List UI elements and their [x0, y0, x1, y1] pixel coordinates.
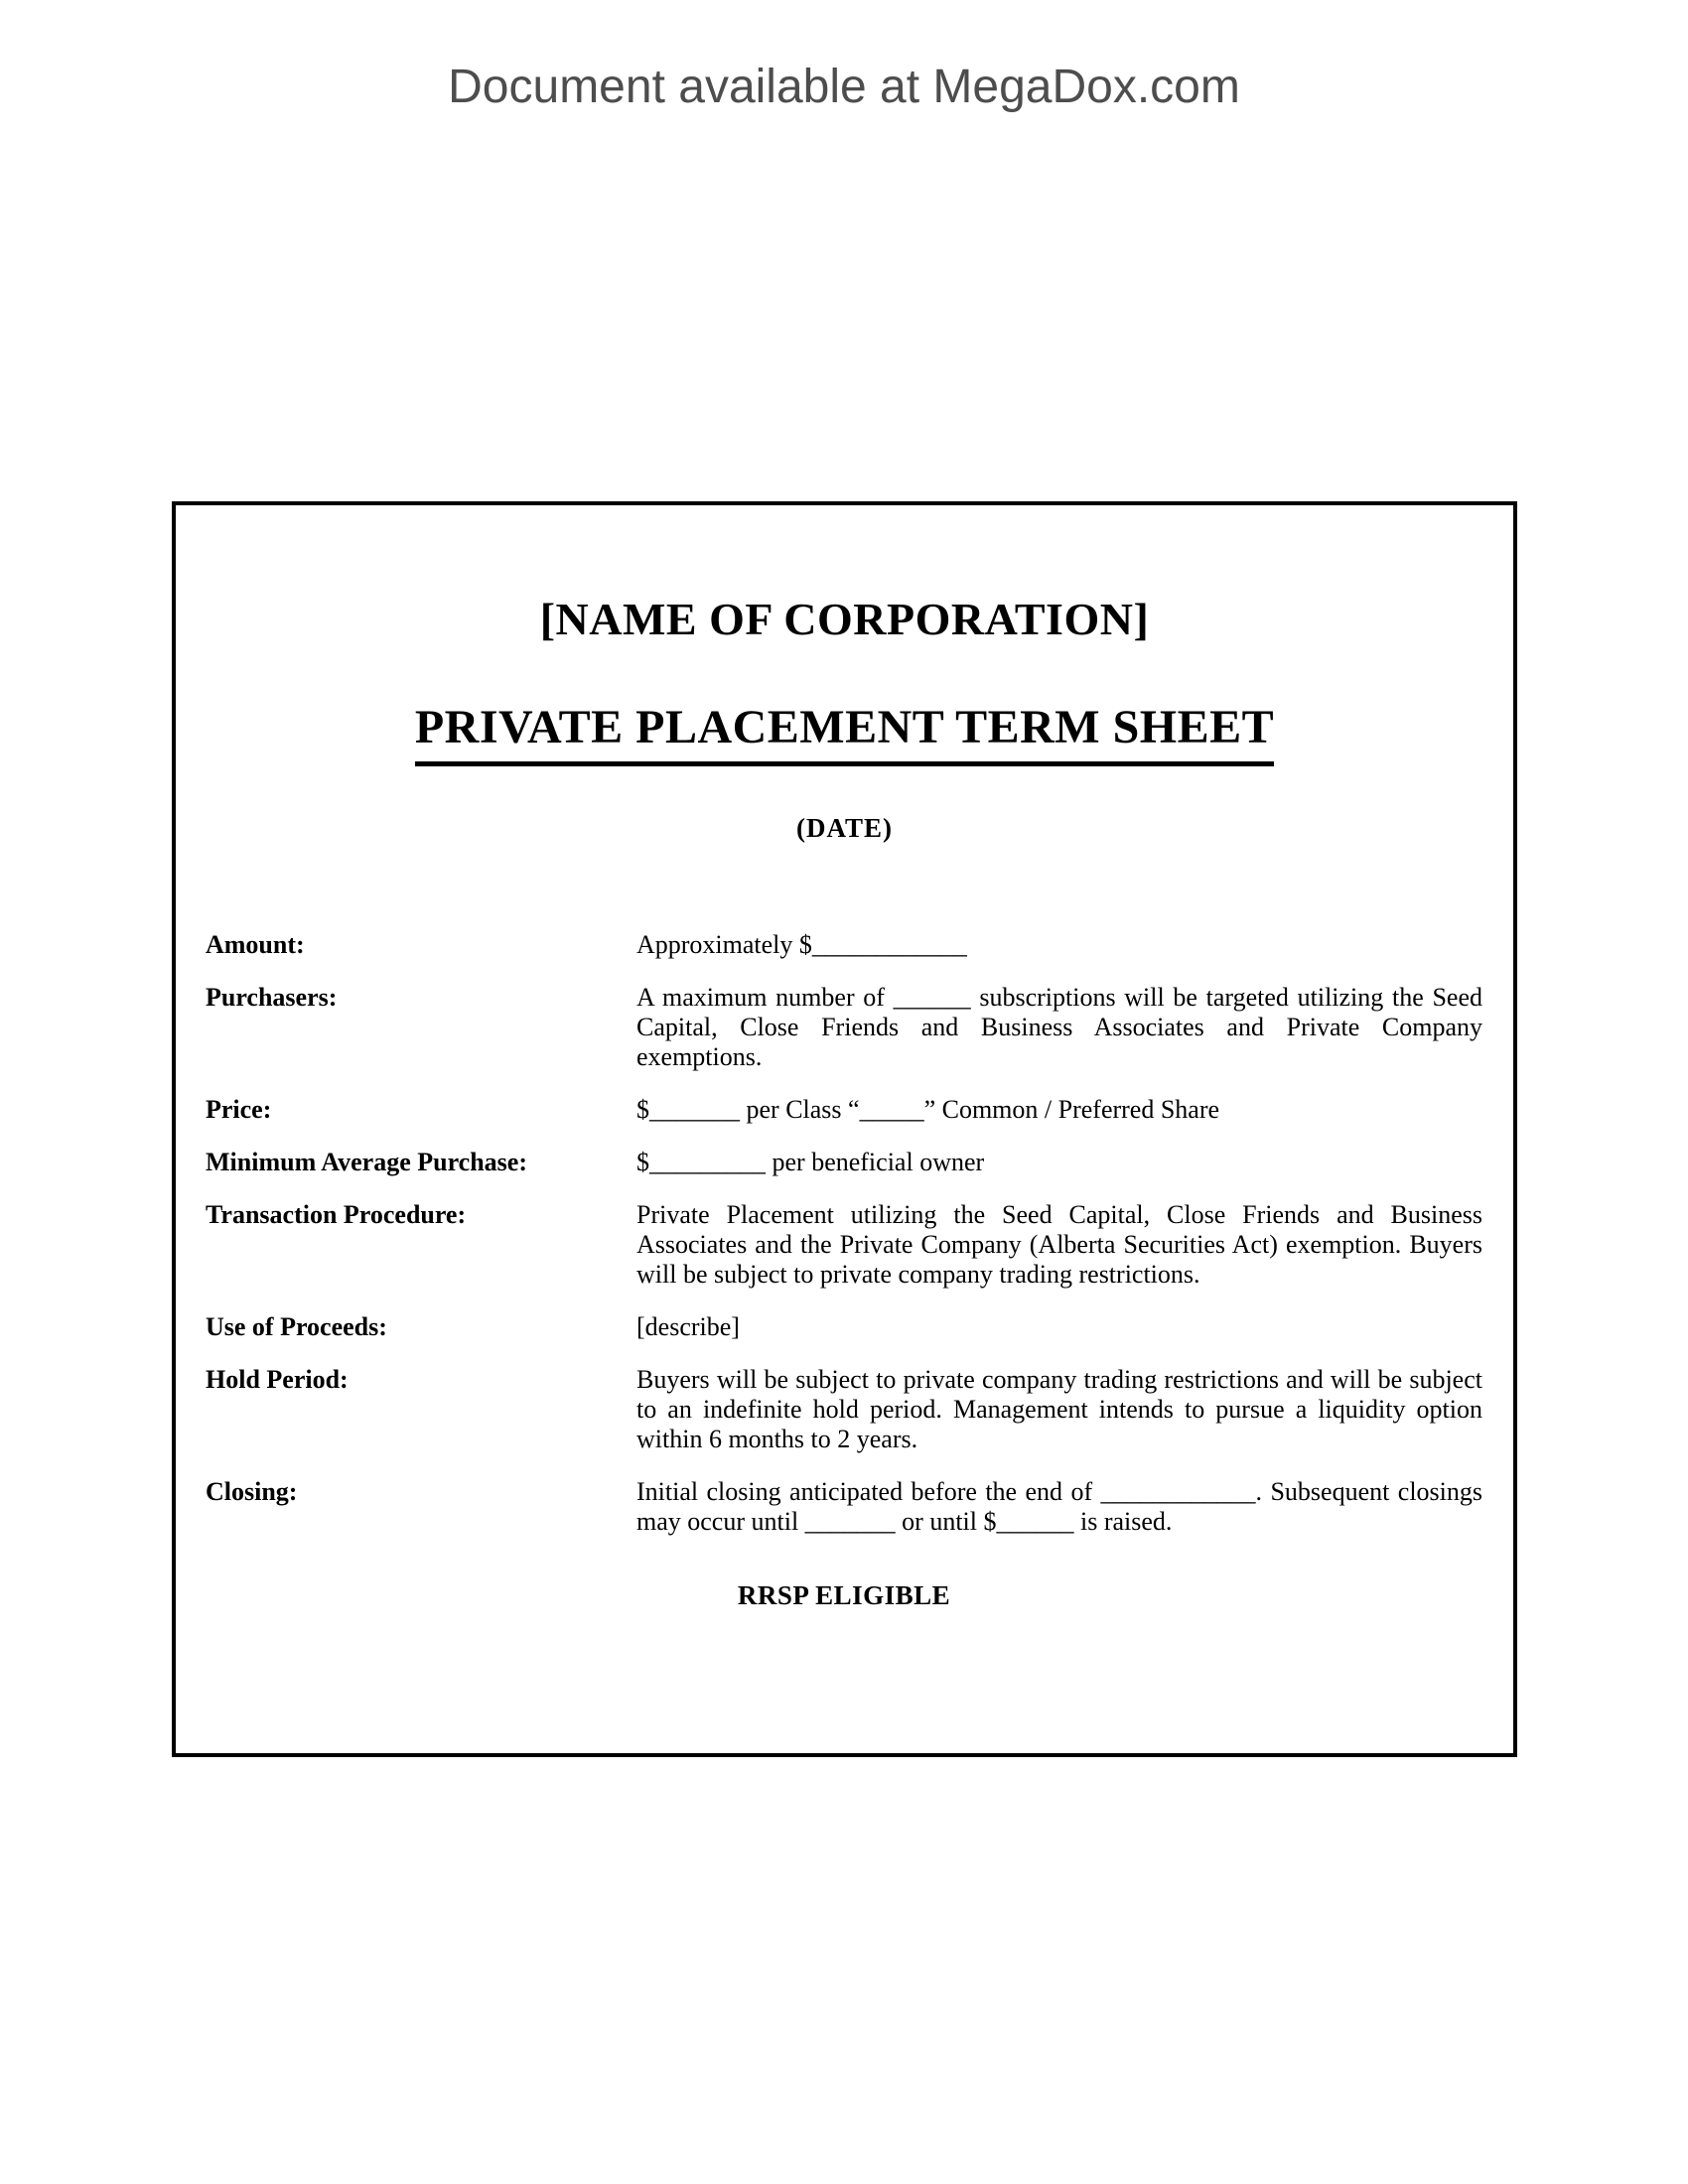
document-title-row	[176, 700, 1513, 766]
term-row-closing	[206, 1477, 1482, 1537]
document-title: PRIVATE PLACEMENT TERM SHEET	[415, 700, 1274, 766]
term-value: Buyers will be subject to private company trading restrictions and will be subject to an indefinite hold period. Management intends to pursue a liquidity option within 6 months to 2 years.	[636, 1365, 1482, 1453]
term-label	[206, 983, 636, 1013]
term-row-purchasers	[206, 983, 1482, 1072]
term-value: Private Placement utilizing the Seed Capital, Close Friends and Business Associates and the Private Company (Alberta Securities Act) exemption. Buyers will be subject to private company trading restrictions.	[636, 1200, 1482, 1289]
term-label	[206, 1312, 636, 1342]
term-row-minimum-average-purchase	[206, 1148, 1482, 1177]
term-value: Approximately $____________	[636, 930, 967, 959]
term-label	[206, 1200, 636, 1230]
term-label-text: Hold Period:	[206, 1365, 349, 1394]
term-label	[206, 1477, 636, 1507]
term-label-text: Price:	[206, 1095, 272, 1124]
term-label-text: Purchasers:	[206, 983, 338, 1012]
rrsp-eligible-note: RRSP ELIGIBLE	[737, 1580, 951, 1610]
term-row-price	[206, 1095, 1482, 1125]
term-row-amount	[206, 930, 1482, 960]
corporation-name-title: [NAME OF CORPORATION]	[539, 594, 1150, 644]
term-label	[206, 1365, 636, 1395]
term-label-text: Use of Proceeds:	[206, 1312, 387, 1341]
term-value: A maximum number of ______ subscriptions will be targeted utilizing the Seed Capital, Close Friends and Business Associates and Private Company exemptions.	[636, 983, 1482, 1071]
date-placeholder: (DATE)	[796, 813, 893, 843]
term-label	[206, 1148, 636, 1177]
document-border-box	[172, 501, 1517, 1757]
term-row-transaction-procedure	[206, 1200, 1482, 1290]
term-row-use-of-proceeds	[206, 1312, 1482, 1342]
term-label-text: Closing:	[206, 1477, 298, 1506]
megadox-header-note: Document available at MegaDox.com	[448, 61, 1240, 113]
term-label-text: Amount:	[206, 930, 305, 959]
term-label-text: Transaction Procedure:	[206, 1200, 467, 1229]
terms-list	[206, 930, 1482, 1611]
term-label-text: Minimum Average Purchase:	[206, 1148, 527, 1176]
term-value: $_________ per beneficial owner	[636, 1148, 985, 1176]
term-value: [describe]	[636, 1312, 740, 1341]
term-value: $_______ per Class “_____” Common / Preferred Share	[636, 1095, 1220, 1124]
term-value: Initial closing anticipated before the end of ____________. Subsequent closings may occur until _______ or until $______ is raised.	[636, 1477, 1482, 1536]
term-label	[206, 930, 636, 960]
term-label	[206, 1095, 636, 1125]
term-row-hold-period	[206, 1365, 1482, 1454]
